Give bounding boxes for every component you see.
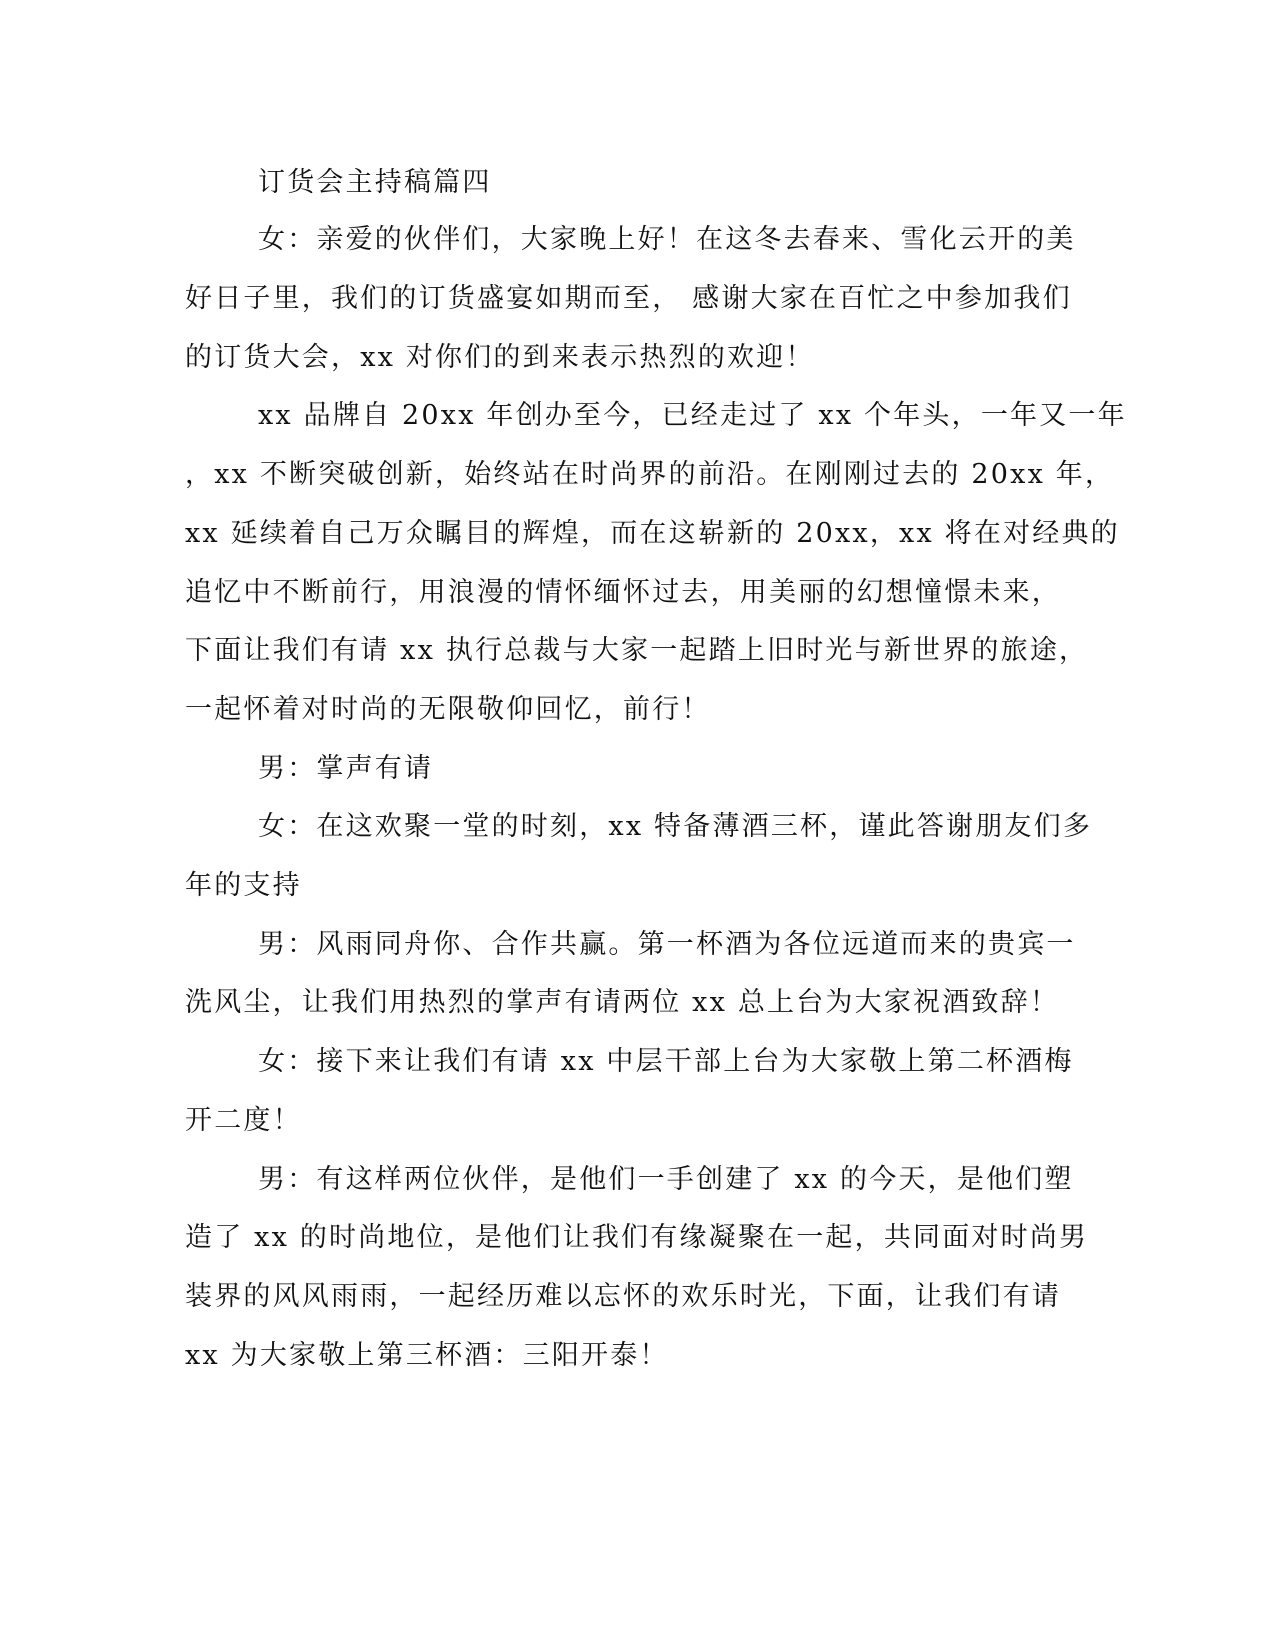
paragraph-line: 好日子里，我们的订货盛宴如期而至， 感谢大家在百忙之中参加我们 bbox=[185, 283, 1072, 314]
paragraph-line: 女：接下来让我们有请 xx 中层干部上台为大家敬上第二杯酒梅 bbox=[258, 1046, 1074, 1077]
paragraph-line: 造了 xx 的时尚地位，是他们让我们有缘凝聚在一起，共同面对时尚男 bbox=[185, 1222, 1089, 1253]
paragraph-line: 装界的风风雨雨，一起经历难以忘怀的欢乐时光，下面，让我们有请 bbox=[185, 1281, 1061, 1312]
paragraph-line: ，xx 不断突破创新，始终站在时尚界的前沿。在刚刚过去的 20xx 年， bbox=[185, 459, 1115, 490]
paragraph-line: 年的支持 bbox=[185, 870, 302, 901]
paragraph-line: xx 延续着自己万众瞩目的辉煌，而在这崭新的 20xx，xx 将在对经典的 bbox=[185, 518, 1120, 549]
paragraph-line: 男：掌声有请 bbox=[258, 753, 434, 784]
paragraph-line: 男：有这样两位伙伴，是他们一手创建了 xx 的今天，是他们塑 bbox=[258, 1164, 1074, 1195]
paragraph-line: 追忆中不断前行，用浪漫的情怀缅怀过去，用美丽的幻想憧憬未来， bbox=[185, 577, 1061, 608]
paragraph-line: 一起怀着对时尚的无限敬仰回忆，前行！ bbox=[185, 694, 711, 725]
paragraph-line: xx 品牌自 20xx 年创办至今，已经走过了 xx 个年头，一年又一年 bbox=[258, 400, 1127, 431]
paragraph-line: 的订货大会，xx 对你们的到来表示热烈的欢迎！ bbox=[185, 342, 815, 373]
paragraph-line: 开二度！ bbox=[185, 1105, 302, 1136]
paragraph-line: xx 为大家敬上第三杯酒：三阳开泰！ bbox=[185, 1340, 669, 1371]
document-title: 订货会主持稿篇四 bbox=[258, 167, 492, 198]
paragraph-line: 女：亲爱的伙伴们，大家晚上好！在这冬去春来、雪化云开的美 bbox=[258, 224, 1076, 255]
paragraph-line: 下面让我们有请 xx 执行总裁与大家一起踏上旧时光与新世界的旅途， bbox=[185, 635, 1089, 666]
paragraph-line: 洗风尘，让我们用热烈的掌声有请两位 xx 总上台为大家祝酒致辞！ bbox=[185, 987, 1060, 1018]
paragraph-line: 男：风雨同舟你、合作共赢。第一杯酒为各位远道而来的贵宾一 bbox=[258, 929, 1076, 960]
paragraph-line: 女：在这欢聚一堂的时刻，xx 特备薄酒三杯，谨此答谢朋友们多 bbox=[258, 811, 1093, 842]
